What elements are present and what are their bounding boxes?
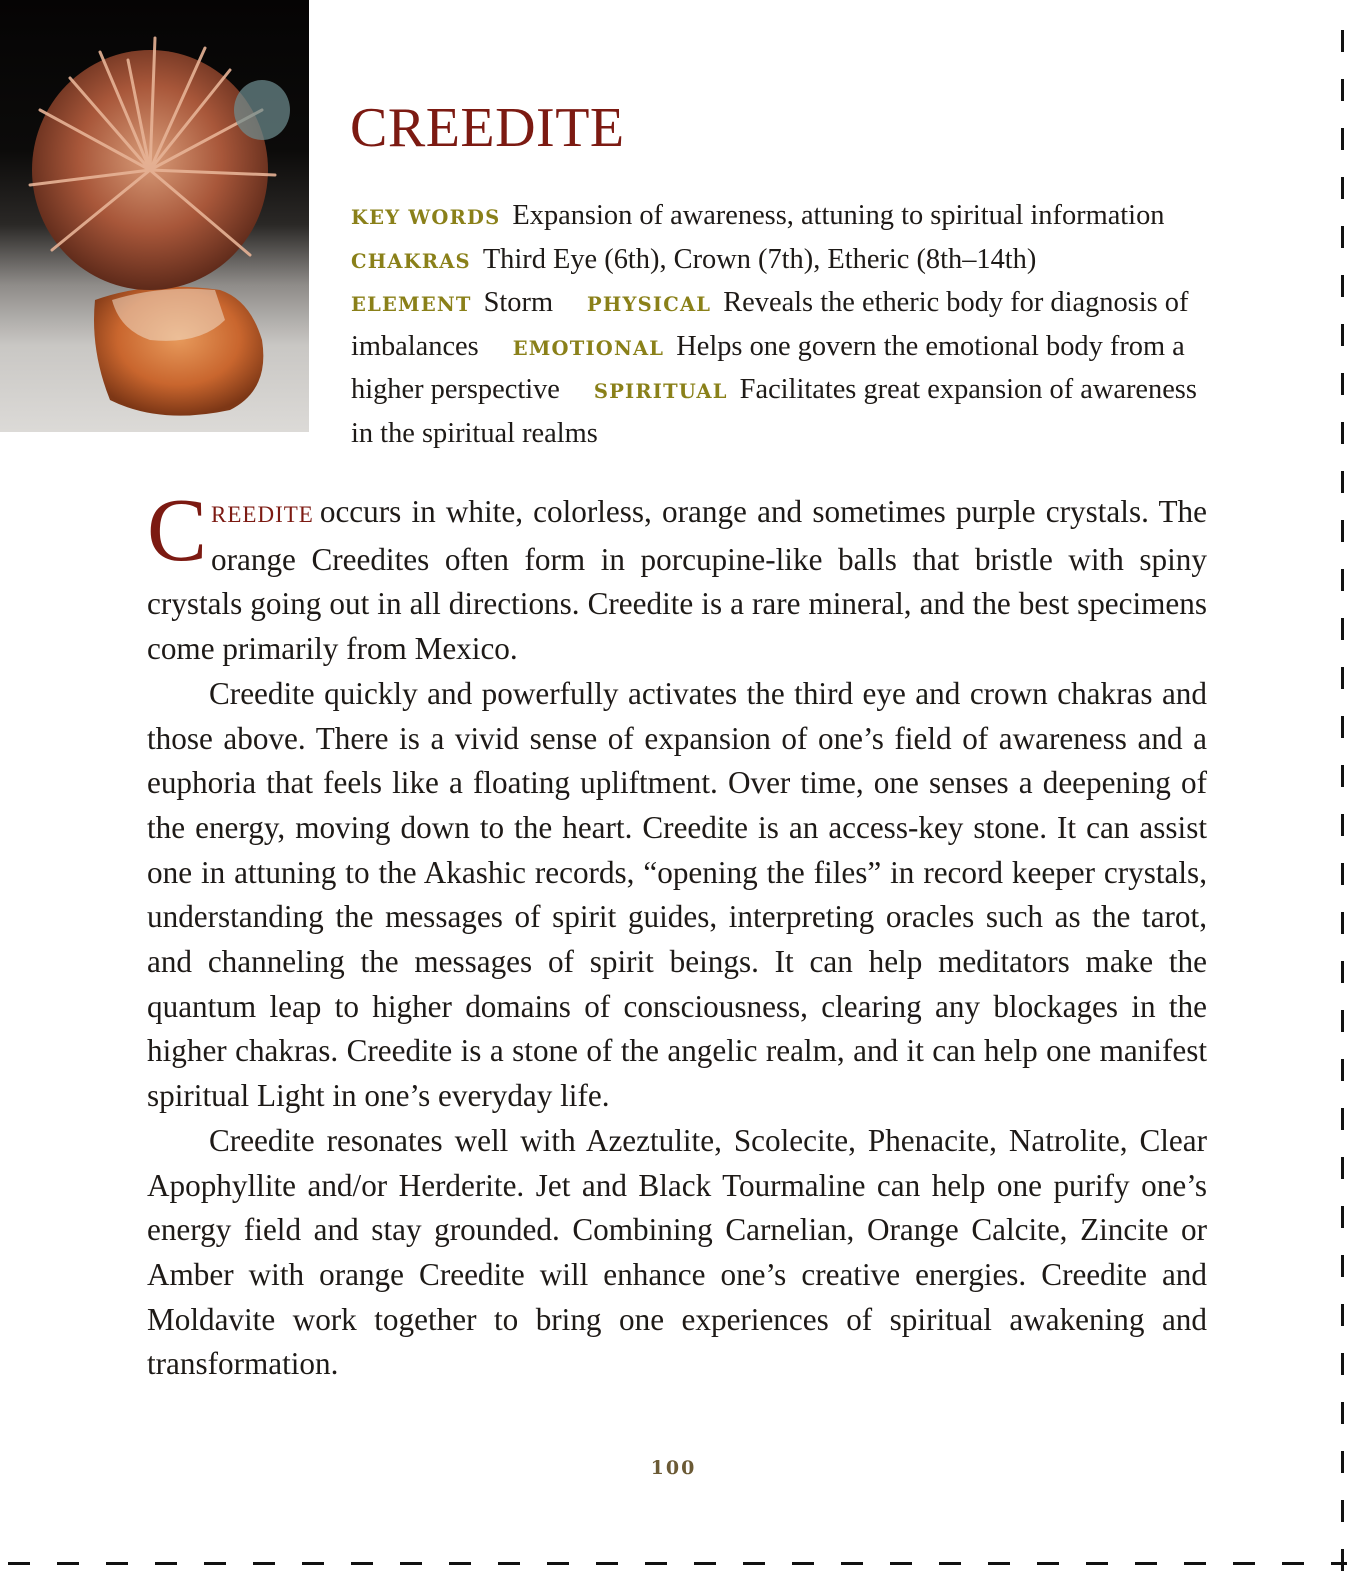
attr-label-emotional: EMOTIONAL (512, 336, 665, 360)
attributes-block (351, 195, 1209, 454)
drop-cap: C (147, 481, 208, 580)
attr-label-physical: PHYSICAL (587, 293, 712, 316)
attr-label-key-words: KEY WORDS (351, 206, 501, 229)
attr-text-key-words: Expansion of awareness, attuning to spiritual information (512, 200, 1165, 231)
page-number: 100 (650, 1457, 697, 1479)
attr-text-emotional: Helps one govern the emotional body from a higher perspective (351, 330, 1185, 405)
paragraph-3: Creedite resonates well with Azeztulite, Scolecite, Phenacite, Natrolite, Clear Apophyllite and/or Herderite. Jet and Black Tourmaline can help one purify one’s energy field and stay grounded. Combining Carnelian, Orange Calcite, Zincite or Amber with orange Creedite will enhance one’s creative energies. Creedite and Moldavite work together to bring one experiences of spiritual awakening and transformation. (147, 1122, 1207, 1382)
attr-label-spiritual: SPIRITUAL (593, 380, 728, 403)
attr-text-chakras: Third Eye (6th), Crown (7th), Etheric (8th–14th) (482, 243, 1037, 275)
attr-text-element: Storm (483, 287, 554, 318)
attr-label-element: ELEMENT (351, 293, 472, 316)
crystal-specimen-illustration (0, 0, 309, 432)
paragraph-1-text: occurs in white, colorless, orange and sometimes purple crystals. The orange Creedites often form in porcupine-like balls that bristle with spiny crystals going out in all directions. Creedite is a rare mineral, and the best specimens come primarily from Mexico. (147, 494, 1207, 667)
crop-marks-right (1339, 0, 1347, 1572)
lead-word: REEDITE (211, 502, 314, 527)
attr-label-chakras: CHAKRAS (351, 249, 471, 273)
paragraph-1 (147, 481, 1207, 672)
creedite-photo (0, 0, 309, 432)
crop-marks-bottom (0, 1561, 1347, 1567)
attr-text-physical: Reveals the etheric body for diagnosis of imbalances (351, 287, 1189, 362)
body-text (147, 481, 1207, 1387)
page-title: CREEDITE (350, 97, 625, 159)
attr-text-spiritual: Facilitates great expansion of awareness in the spiritual realms (351, 374, 1197, 449)
paragraph-2: Creedite quickly and powerfully activates the third eye and crown chakras and those above. There is a vivid sense of expansion of one’s field of awareness and a euphoria that feels like a floating upliftment. Over time, one senses a deepening of the energy, moving down to the heart. Creedite is an access-key stone. It can assist one in attuning to the Akashic records, “opening the files” in record keeper crystals, understanding the messages of spirit guides, interpreting oracles such as the tarot, and channeling the messages of spirit beings. It can help meditators make the quantum leap to higher domains of consciousness, clearing any blockages in the higher chakras. Creedite is a stone of the angelic realm, and it can help one manifest spiritual Light in one’s everyday life. (147, 675, 1207, 1114)
